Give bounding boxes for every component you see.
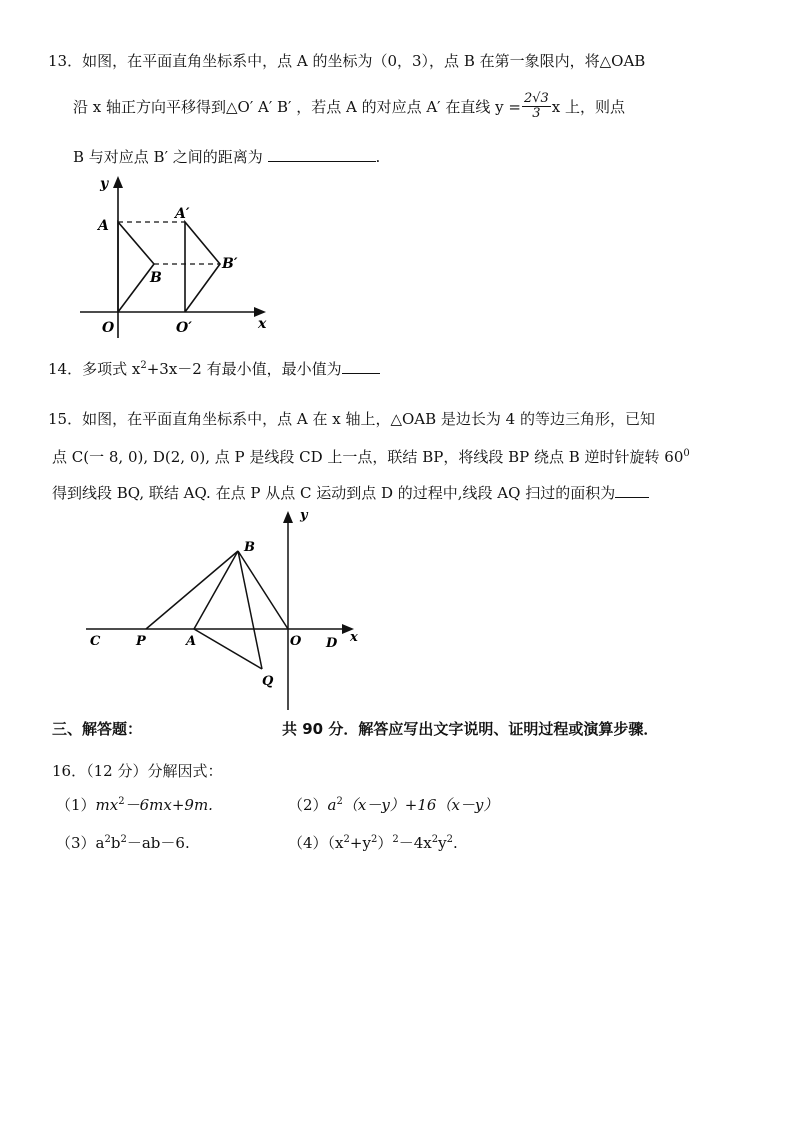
- expr: －6mx+9m.: [124, 796, 213, 814]
- label-y: y: [300, 508, 308, 523]
- expr: mx: [95, 796, 119, 814]
- expr: （x－y）+16（x－y）: [342, 796, 499, 814]
- q15-line2: [52, 446, 690, 467]
- label-o: O: [102, 320, 115, 336]
- part-label: （4）: [288, 834, 328, 852]
- segment-pb: [146, 551, 238, 629]
- expr: .: [452, 834, 458, 852]
- triangle-oab-translated: [185, 222, 220, 312]
- expr: －4x: [398, 834, 432, 852]
- label-x: x: [350, 630, 358, 645]
- section-three-title: 三、解答题：: [52, 720, 143, 738]
- triangle-oab: [118, 222, 154, 312]
- q15-line3: [52, 482, 649, 503]
- q15-answer-blank: [615, 483, 649, 498]
- q13-line3-end: .: [375, 148, 381, 166]
- expr-sup: 2: [120, 834, 127, 845]
- expr: （x: [327, 834, 344, 852]
- expr: +y: [349, 834, 371, 852]
- label-p: P: [136, 634, 146, 649]
- label-a: A: [98, 218, 109, 234]
- q14-rest: +3x－2 有最小值，最小值为: [146, 360, 342, 378]
- expr: b: [110, 834, 121, 852]
- label-x: x: [258, 316, 267, 332]
- q13-line3: [73, 146, 380, 167]
- q15-line1: 15．如图，在平面直角坐标系中，点 A 在 x 轴上，△OAB 是边长为 4 的等边三角形，已知: [48, 410, 655, 428]
- q15-line2-sup: 0: [683, 448, 690, 459]
- segment-aq: [194, 629, 262, 669]
- q16-title: 16．（12 分）分解因式：: [52, 762, 223, 780]
- q13-answer-blank: [268, 147, 376, 162]
- q13-line2-text: 沿 x 轴正方向平移得到△O′ A′ B′ ，若点 A 的对应点 A′ 在直线 y =: [73, 98, 521, 116]
- q14-answer-blank: [342, 359, 380, 374]
- fraction-denominator: 3: [532, 106, 541, 121]
- expr-sup: 2: [431, 834, 439, 845]
- part-label: （2）: [288, 796, 328, 814]
- q13-line1: 13．如图，在平面直角坐标系中，点 A 的坐标为（0，3），点 B 在第一象限内，将△OAB: [48, 52, 646, 70]
- section-three-instructions: 共 90 分．解答应写出文字说明、证明过程或演算步骤．: [282, 720, 659, 738]
- expr-sup: 2: [446, 834, 453, 845]
- label-o: O: [290, 634, 302, 649]
- expr: y: [438, 834, 447, 852]
- label-o-prime: O′: [176, 320, 192, 336]
- q16-part2: [288, 794, 498, 815]
- q13-line2-tail: x 上，则点: [551, 98, 625, 116]
- expr: a: [327, 796, 337, 814]
- q14-prefix: 14．多项式 x: [48, 360, 141, 378]
- fraction-numerator: 2√3: [523, 91, 549, 106]
- label-b-prime: B′: [222, 256, 238, 272]
- q14-sup: 2: [140, 360, 147, 371]
- label-a-prime: A′: [175, 206, 190, 222]
- q16-part1: [56, 794, 213, 815]
- q16-part4: [288, 832, 458, 853]
- expr: a: [95, 834, 105, 852]
- label-c: C: [90, 634, 101, 649]
- q16-part3: [56, 832, 190, 853]
- expr: ）: [377, 834, 393, 852]
- q13-line3-text: B 与对应点 B′ 之间的距离为: [73, 148, 263, 166]
- label-b: B: [244, 540, 255, 555]
- segment-ab: [194, 551, 238, 629]
- expr-sup: 2: [104, 834, 111, 845]
- label-a: A: [186, 634, 197, 649]
- q13-line2: [73, 92, 625, 121]
- expr-sup: 2: [343, 834, 350, 845]
- y-axis-arrow: [113, 176, 123, 188]
- expr: －ab－6.: [126, 834, 190, 852]
- label-q: Q: [262, 674, 274, 689]
- q13-figure: [70, 170, 280, 340]
- part-label: （3）: [56, 834, 96, 852]
- label-d: D: [326, 636, 338, 651]
- expr-sup: 2: [392, 834, 399, 845]
- label-y: y: [100, 176, 109, 192]
- y-axis-arrow: [283, 511, 293, 523]
- expr-sup: 2: [370, 834, 378, 845]
- expr-sup: 2: [118, 796, 125, 807]
- q14-line: [48, 358, 380, 379]
- expr-sup: 2: [336, 796, 343, 807]
- q15-line3-text: 得到线段 BQ, 联结 AQ. 在点 P 从点 C 运动到点 D 的过程中,线段 AQ 扫过的面积为: [52, 484, 616, 502]
- q13-fraction: [522, 92, 551, 121]
- q15-line2-text: 点 C(一 8, 0), D(2, 0), 点 P 是线段 CD 上一点，联结 BP，将线段 BP 绕点 B 逆时针旋转 60: [52, 448, 684, 466]
- q15-figure: [80, 505, 380, 710]
- part-label: （1）: [56, 796, 96, 814]
- label-b: B: [150, 270, 162, 286]
